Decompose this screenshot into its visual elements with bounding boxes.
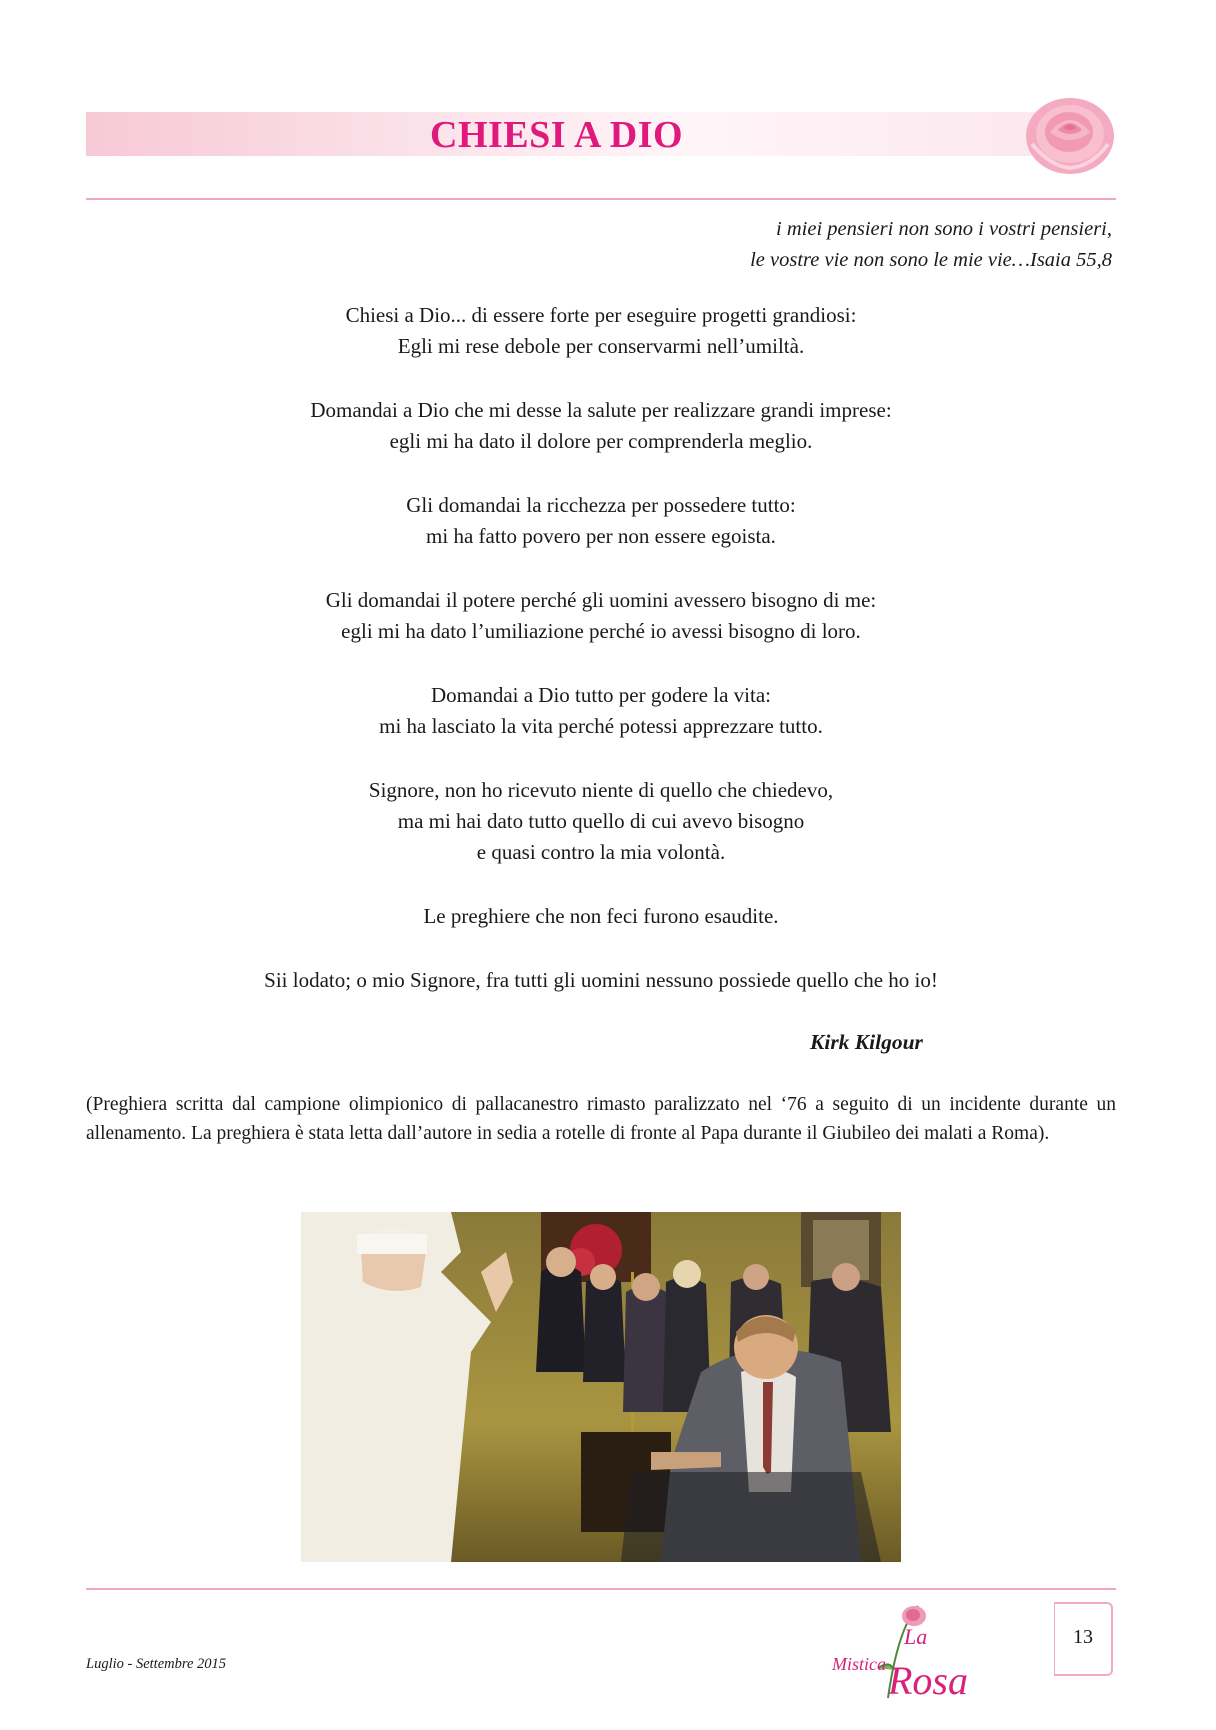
poem-line: mi ha lasciato la vita perché potessi apprezzare tutto. xyxy=(379,714,823,738)
poem-line: e quasi contro la mia volontà. xyxy=(476,840,726,864)
poem-line: Egli mi rese debole per conservarmi nell’umiltà. xyxy=(397,334,805,358)
epigraph xyxy=(750,214,1112,276)
author-signature: Kirk Kilgour xyxy=(810,1030,923,1054)
poem-stanza xyxy=(86,490,1116,552)
svg-text:La: La xyxy=(904,1624,928,1649)
poem-line: Chiesi a Dio... di essere forte per eseguire progetti grandiosi: xyxy=(345,303,857,327)
poem-line: egli mi ha dato il dolore per comprenderla meglio. xyxy=(389,429,813,453)
photo-illustration xyxy=(301,1212,901,1562)
rose-icon xyxy=(1020,88,1120,180)
poem xyxy=(86,300,1116,1029)
header-rule xyxy=(86,198,1116,200)
photo-pope-audience xyxy=(301,1212,901,1562)
svg-text:Mistica: Mistica xyxy=(832,1654,886,1674)
footer-rule xyxy=(86,1588,1116,1590)
poem-stanza xyxy=(86,395,1116,457)
issue-date: Luglio - Settembre 2015 xyxy=(86,1656,227,1672)
poem-line: Gli domandai la ricchezza per possedere tutto: xyxy=(406,493,796,517)
poem-stanza xyxy=(86,585,1116,647)
poem-line: Le preghiere che non feci furono esaudite. xyxy=(423,904,779,928)
epigraph-line: le vostre vie non sono le mie vie…Isaia 55,8 xyxy=(750,249,1112,271)
poem-stanza xyxy=(86,965,1116,996)
poem-stanza xyxy=(86,775,1116,868)
page-title: CHIESI A DIO xyxy=(430,114,684,156)
poem-line: egli mi ha dato l’umiliazione perché io avessi bisogno di loro. xyxy=(341,619,861,643)
la-mistica-rosa-logo xyxy=(818,1598,978,1706)
page-number: 13 xyxy=(1073,1626,1093,1648)
page-number-box xyxy=(1054,1602,1113,1676)
poem-stanza xyxy=(86,901,1116,932)
poem-line: ma mi hai dato tutto quello di cui avevo bisogno xyxy=(397,809,805,833)
poem-line: Domandai a Dio che mi desse la salute per realizzare grandi imprese: xyxy=(310,398,892,422)
poem-line: Gli domandai il potere perché gli uomini avessero bisogno di me: xyxy=(325,588,877,612)
poem-stanza xyxy=(86,300,1116,362)
context-note: (Preghiera scritta dal campione olimpionico di pallacanestro rimasto paralizzato nel ‘76 a seguito di un incidente durante un allenamento. La preghiera è stata letta dall’autore in sedia a rotelle di fronte al Papa durante il Giubileo dei malati a Roma). xyxy=(86,1094,1116,1144)
poem-line: Domandai a Dio tutto per godere la vita: xyxy=(431,683,771,707)
svg-text:Rosa: Rosa xyxy=(888,1658,968,1703)
poem-line: mi ha fatto povero per non essere egoista. xyxy=(426,524,776,548)
poem-stanza xyxy=(86,680,1116,742)
epigraph-line: i miei pensieri non sono i vostri pensieri, xyxy=(776,218,1112,240)
poem-line: Signore, non ho ricevuto niente di quello che chiedevo, xyxy=(368,778,834,802)
poem-line: Sii lodato; o mio Signore, fra tutti gli uomini nessuno possiede quello che ho io! xyxy=(264,968,938,992)
